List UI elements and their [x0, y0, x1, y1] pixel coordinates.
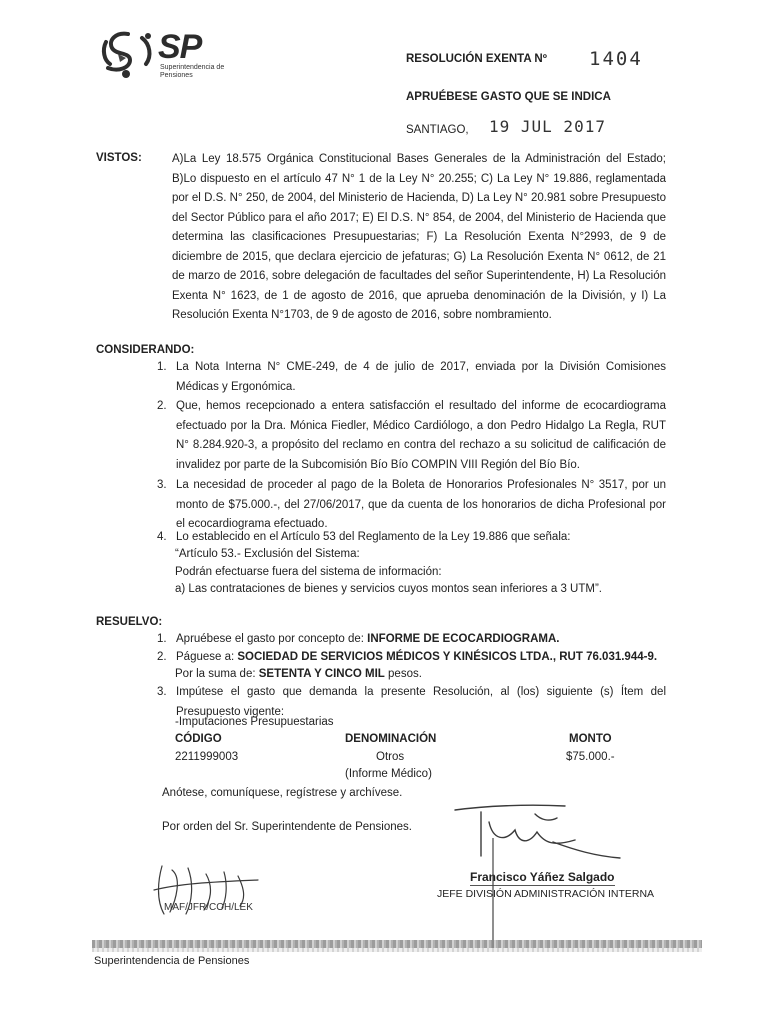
subject-title: APRUÉBESE GASTO QUE SE INDICA: [406, 91, 611, 103]
table-header-codigo: CÓDIGO: [175, 733, 222, 745]
imputaciones-label: -Imputaciones Presupuestarias: [175, 716, 334, 728]
footer-text: Superintendencia de Pensiones: [94, 955, 250, 967]
date-stamp: 19 JUL 2017: [489, 117, 606, 136]
logo-subtitle: Superintendencia de Pensiones: [160, 64, 225, 79]
resuelvo-sum-line: Por la suma de: SETENTA Y CINCO MIL pesos.: [175, 668, 422, 680]
table-cell-amount: $75.000.-: [566, 751, 615, 763]
considerando-label: CONSIDERANDO:: [96, 344, 195, 356]
place-label: SANTIAGO,: [406, 124, 469, 136]
table-cell-code: 2211999003: [175, 751, 239, 763]
footer-rule: [92, 940, 702, 948]
signatory-name: Francisco Yáñez Salgado: [470, 870, 615, 884]
signature-icon: [445, 800, 665, 870]
resolution-number: 1404: [589, 48, 643, 70]
table-cell-denomination: Otros: [376, 751, 405, 763]
signatory-title: JEFE DIVISIÓN ADMINISTRACIÓN INTERNA: [437, 888, 655, 900]
resolution-label: RESOLUCIÓN EXENTA Nº: [406, 53, 547, 65]
closing-line: Anótese, comuníquese, regístrese y archívese.: [162, 787, 403, 799]
table-header-denominacion: DENOMINACIÓN: [345, 733, 437, 745]
vistos-label: VISTOS:: [96, 152, 142, 164]
footer-rule-shadow: [92, 948, 702, 952]
table-cell-denomination-note: (Informe Médico): [345, 768, 432, 780]
order-line: Por orden del Sr. Superintendente de Pensiones.: [162, 821, 412, 833]
resuelvo-label: RESUELVO:: [96, 616, 163, 628]
superintendencia-logo-icon: [98, 28, 160, 80]
vistos-text: A)La Ley 18.575 Orgánica Constitucional Bases Generales de la Administración del Estado; B)Lo dispuesto en el artículo 47 N° 1 de la Ley N° 20.255; C) La Ley N° 19.886, reglamentada por el D.S. N° 250, de 2004, del Ministerio de Hacienda, D) La Ley N° 20.981 sobre Presupuesto del Sector Público para el año 2017; E) El D.S. N° 854, de 2004, del Ministerio de Hacienda que determina las clasificaciones Presupuestarias; F) La Resolución Exenta N°2993, de 9 de diciembre de 2015, que declara ejercicio de jefaturas; G) La Resolución Exenta N° 0612, de 21 de marzo de 2016, sobre delegación de facultades del señor Superintendente, H) La Resolución Exenta N° 1623, de 1 de agosto de 2016, que aprueba denominación de la División, y I) La Resolución Exenta N°1703, de 9 de agosto de 2016, sobre nombramiento.: [172, 153, 666, 321]
article-quote-line: a) Las contrataciones de bienes y servicios cuyos montos sean inferiores a 3 UTM”.: [175, 583, 602, 595]
logo-wordmark: SP: [158, 28, 202, 66]
article-quote-line: “Artículo 53.- Exclusión del Sistema:: [175, 548, 360, 560]
article-quote-line: Podrán efectuarse fuera del sistema de información:: [175, 566, 442, 578]
signature-stroke-icon: [488, 838, 498, 948]
typist-initials: MAF/JFR/COH/LEK: [164, 902, 253, 913]
table-header-monto: MONTO: [569, 733, 612, 745]
